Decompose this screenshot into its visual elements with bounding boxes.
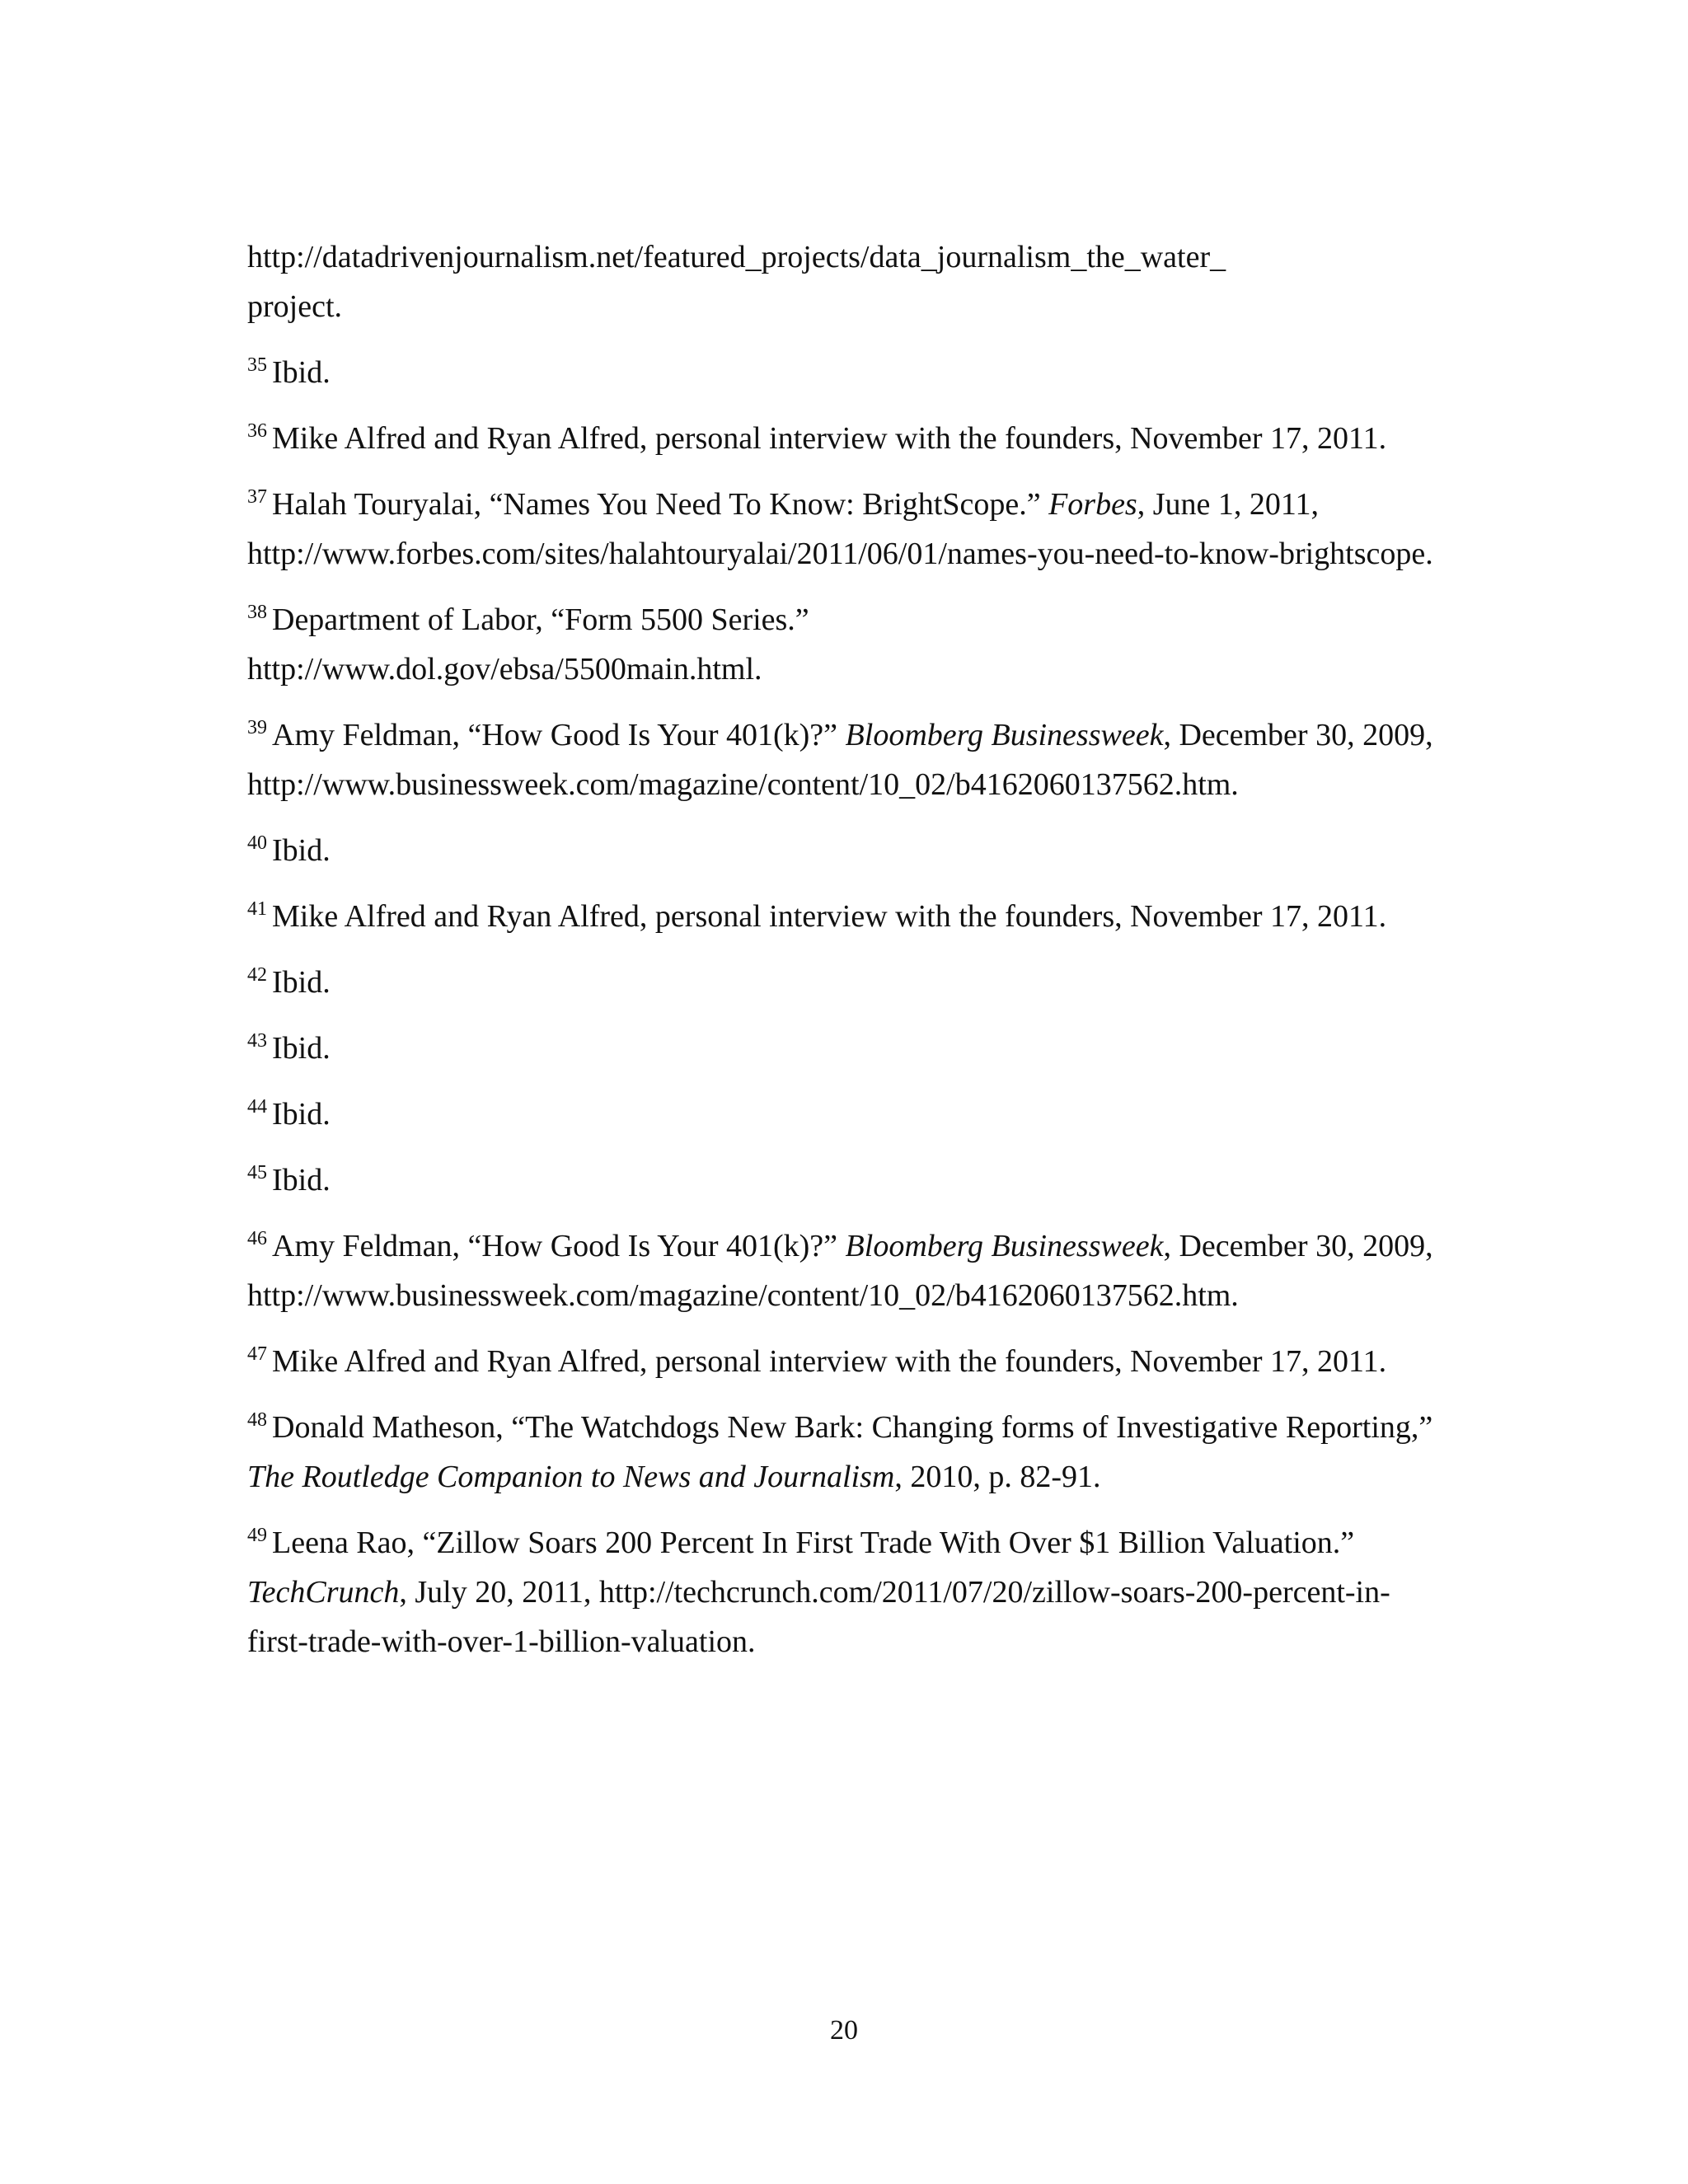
- endnote-text-segment: Mike Alfred and Ryan Alfred, personal interview with the founders, November 17, 2011.: [272, 899, 1387, 934]
- endnote-text: [272, 355, 331, 390]
- endnote: [247, 710, 1451, 809]
- endnote-text-segment: Mike Alfred and Ryan Alfred, personal interview with the founders, November 17, 2011.: [272, 421, 1387, 456]
- endnote-text-segment: http://www.dol.gov/ebsa/5500main.html.: [247, 652, 762, 687]
- endnote-publication-title: Bloomberg Businessweek: [845, 718, 1164, 752]
- endnote-number: 44: [247, 1096, 267, 1118]
- endnote-text-segment: Ibid.: [272, 1097, 331, 1132]
- endnote: [247, 1155, 1451, 1205]
- endnote-number: 42: [247, 964, 267, 986]
- endnote-text: [272, 899, 1386, 934]
- endnote-number: 45: [247, 1162, 267, 1183]
- endnote: [247, 826, 1451, 875]
- endnote-text-segment: Ibid.: [272, 1163, 331, 1197]
- endnote-text-segment: Halah Touryalai, “Names You Need To Know: BrightScope.”: [272, 487, 1049, 522]
- endnote-text: [272, 1097, 331, 1132]
- endnote-text-segment: , 2010, p. 82-91.: [894, 1460, 1101, 1494]
- endnote-text-segment: Ibid.: [272, 355, 331, 390]
- endnote-text: [247, 1410, 1432, 1494]
- endnote-number: 43: [247, 1030, 267, 1052]
- endnote-number: 46: [247, 1228, 267, 1249]
- endnote: [247, 1090, 1451, 1139]
- endnote-number: 39: [247, 717, 267, 738]
- endnote: [247, 892, 1451, 941]
- endnote-text: [272, 833, 331, 868]
- endnote-publication-title: The Routledge Companion to News and Journalism: [247, 1460, 895, 1494]
- endnote: [247, 1221, 1451, 1320]
- endnote: [247, 1403, 1451, 1502]
- endnote: [247, 595, 1451, 694]
- endnote-text: [247, 718, 1433, 802]
- endnote: [247, 1518, 1451, 1666]
- endnote-text-segment: Department of Labor, “Form 5500 Series.”: [272, 602, 809, 637]
- endnote-text: [247, 240, 1226, 324]
- endnote-text-segment: Ibid.: [272, 965, 331, 1000]
- endnote-text-segment: Mike Alfred and Ryan Alfred, personal interview with the founders, November 17, 2011.: [272, 1344, 1387, 1379]
- endnote-number: 38: [247, 602, 267, 623]
- endnote-number: 49: [247, 1525, 267, 1546]
- endnote-text: [272, 1163, 331, 1197]
- endnote-text: [272, 965, 331, 1000]
- endnote-number: 48: [247, 1409, 267, 1431]
- endnote-text: [247, 1229, 1433, 1313]
- endnote-number: 37: [247, 486, 267, 508]
- endnote-text-segment: , December 30, 2009, http://www.businessweek.com/magazine/content/10_02/b4162060137562.htm.: [247, 718, 1433, 802]
- endnote-text: [272, 1344, 1386, 1379]
- endnote-publication-title: TechCrunch: [247, 1575, 400, 1610]
- endnote-publication-title: Forbes: [1048, 487, 1137, 522]
- endnotes-list: [247, 232, 1451, 1683]
- endnote-text-segment: , June 1, 2011, http://www.forbes.com/sites/halahtouryalai/2011/06/01/names-you-need-to-know-brightscope.: [247, 487, 1433, 571]
- endnote-number: 35: [247, 354, 267, 376]
- endnote-text-segment: http://datadrivenjournalism.net/featured_projects/data_journalism_the_water_: [247, 240, 1226, 274]
- endnote-text: [247, 1526, 1390, 1659]
- endnote-text: [247, 487, 1433, 571]
- endnote: [247, 414, 1451, 463]
- endnote: [247, 958, 1451, 1007]
- endnote: [247, 1337, 1451, 1386]
- endnote-number: 47: [247, 1343, 267, 1365]
- page-number: 20: [830, 2015, 858, 2046]
- endnote-text-segment: Ibid.: [272, 1031, 331, 1066]
- endnote-text-segment: , December 30, 2009, http://www.businessweek.com/magazine/content/10_02/b4162060137562.htm.: [247, 1229, 1433, 1313]
- endnote-text-segment: Amy Feldman, “How Good Is Your 401(k)?”: [272, 718, 846, 752]
- endnote-text: [272, 421, 1386, 456]
- endnote-text-segment: Amy Feldman, “How Good Is Your 401(k)?”: [272, 1229, 846, 1263]
- endnote-text: [247, 602, 809, 687]
- endnote-publication-title: Bloomberg Businessweek: [845, 1229, 1164, 1263]
- endnote: [247, 1024, 1451, 1073]
- endnote-text-segment: Donald Matheson, “The Watchdogs New Bark: Changing forms of Investigative Reporting,”: [272, 1410, 1433, 1445]
- endnote-text: [272, 1031, 331, 1066]
- endnote-text-segment: , July 20, 2011, http://techcrunch.com/2011/07/20/zillow-soars-200-percent-in-first-trade-with-over-1-billion-valuation.: [247, 1575, 1390, 1659]
- endnote-number: 40: [247, 832, 267, 854]
- endnote-number: 36: [247, 420, 267, 442]
- endnote-number: 41: [247, 898, 267, 920]
- endnote-text-segment: Ibid.: [272, 833, 331, 868]
- endnote-text-segment: Leena Rao, “Zillow Soars 200 Percent In First Trade With Over $1 Billion Valuation.”: [272, 1526, 1355, 1560]
- endnote: [247, 232, 1451, 331]
- endnote: [247, 480, 1451, 579]
- endnote: [247, 348, 1451, 397]
- endnote-text-segment: project.: [247, 289, 343, 324]
